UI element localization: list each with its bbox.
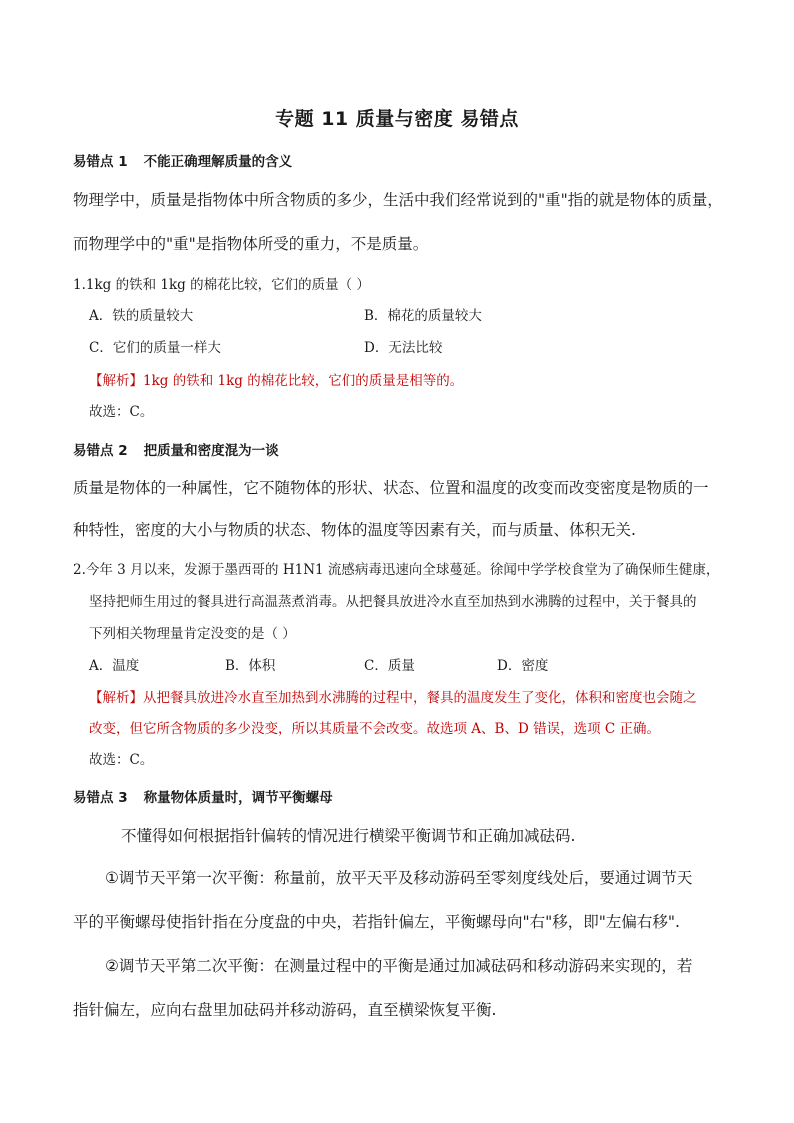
option-d: D．密度 [497, 658, 549, 674]
analysis-text: 1kg 的铁和 1kg 的棉花比较，它们的质量是相等的。 [143, 373, 464, 389]
paragraph-line: 质量是物体的一种属性，它不随物体的形状、状态、位置和温度的改变而改变密度是物质的一 [73, 479, 709, 497]
paragraph-line: 平的平衡螺母使指针指在分度盘的中央，若指针偏左，平衡螺母向"右"移，即"左偏右移". [73, 913, 680, 931]
analysis-2 [89, 686, 697, 706]
section-number: 易错点 3 [73, 790, 128, 806]
item-text: 调节天平第一次平衡：称量前，放平天平及移动游码至零刻度线处后，要通过调节天 [118, 869, 693, 887]
option-b: B．体积 [225, 658, 276, 674]
section-title: 把质量和密度混为一谈 [143, 443, 279, 459]
answer-2: 故选：C。 [89, 752, 154, 768]
numbered-item-2 [105, 954, 755, 976]
option-a: A．铁的质量较大 [89, 308, 194, 324]
section-number: 易错点 2 [73, 443, 128, 459]
analysis-2-line: 改变，但它所含物质的多少没变，所以其质量不会改变。故选项 A、B、D 错误，选项 C 正确。 [89, 721, 660, 737]
section-heading-2 [73, 439, 279, 459]
question-1: 1.1kg 的铁和 1kg 的棉花比较，它们的质量（ ） [73, 277, 370, 293]
option-b: B．棉花的质量较大 [364, 308, 482, 324]
analysis-tag: 【解析】 [89, 373, 143, 389]
paragraph-line: 指针偏左，应向右盘里加砝码并移动游码，直至横梁恢复平衡. [73, 1001, 497, 1019]
page-title: 专题 11 质量与密度 易错点 [275, 108, 519, 130]
section-heading-3 [73, 786, 333, 806]
section-number: 易错点 1 [73, 154, 128, 170]
section-heading-1 [73, 150, 292, 170]
option-c: C．它们的质量一样大 [89, 340, 221, 356]
option-d: D．无法比较 [364, 340, 443, 356]
answer-1: 故选：C。 [89, 404, 154, 420]
question-2-line: 下列相关物理量肯定没变的是（ ） [89, 626, 296, 642]
question-2-line: 2.今年 3 月以来，发源于墨西哥的 H1N1 流感病毒迅速向全球蔓延。徐闻中学学校食堂为了确保师生健康， [73, 562, 720, 578]
analysis-tag: 【解析】 [89, 690, 143, 706]
analysis-text: 从把餐具放进冷水直至加热到水沸腾的过程中，餐具的温度发生了变化，体积和密度也会随之 [143, 690, 697, 706]
item-marker: ② [105, 957, 119, 975]
paragraph-line: 而物理学中的"重"是指物体所受的重力，不是质量。 [73, 235, 429, 253]
item-text: 调节天平第二次平衡：在测量过程中的平衡是通过加减砝码和移动游码来实现的，若 [118, 957, 693, 975]
paragraph-line: 物理学中，质量是指物体中所含物质的多少，生活中我们经常说到的"重"指的就是物体的质量， [73, 191, 723, 209]
section-title: 称量物体质量时，调节平衡螺母 [143, 790, 333, 806]
numbered-item-1 [105, 866, 755, 888]
paragraph-line: 不懂得如何根据指针偏转的情况进行横梁平衡调节和正确加减砝码. [121, 827, 576, 845]
question-2-line: 坚持把师生用过的餐具进行高温蒸煮消毒。从把餐具放进冷水直至加热到水沸腾的过程中，关于餐具的 [89, 594, 697, 610]
analysis-1 [89, 369, 463, 389]
section-title: 不能正确理解质量的含义 [143, 154, 293, 170]
item-marker: ① [105, 869, 119, 887]
option-c: C．质量 [364, 658, 415, 674]
option-a: A．温度 [89, 658, 140, 674]
paragraph-line: 种特性，密度的大小与物质的状态、物体的温度等因素有关，而与质量、体积无关. [73, 521, 636, 539]
